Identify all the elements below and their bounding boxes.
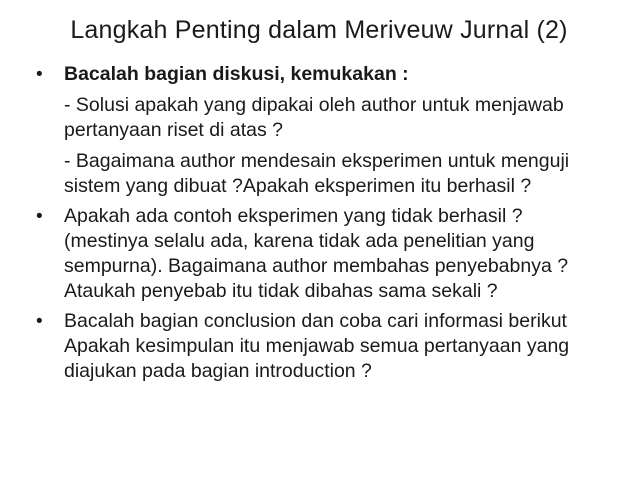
bullet-icon: • [36,64,43,85]
bullet-item [36,309,606,384]
bullet-icon: • [36,311,43,332]
sub-item: - Solusi apakah yang dipakai oleh author untuk menjawab pertanyaan riset di atas ? [64,94,564,141]
slide-title: Langkah Penting dalam Meriveuw Jurnal (2) [70,16,568,44]
bullet-text: Bacalah bagian conclusion dan coba cari informasi berikut Apakah kesimpulan itu menjawab semua pertanyaan yang diajukan pada bagian introduction ? [64,310,570,382]
bullet-text: Apakah ada contoh eksperimen yang tidak berhasil ? (mestinya selalu ada, karena tidak ada penelitian yang sempurna). Bagaimana author membahas penyebabnya ? Ataukah penyebab itu tidak dibahas sama sekali ? [64,205,569,302]
bullet-item [36,204,606,304]
sub-item: - Bagaimana author mendesain eksperimen untuk menguji sistem yang dibuat ?Apakah eksperimen itu berhasil ? [64,150,570,197]
bullet-icon: • [36,206,43,227]
bullet-text: Bacalah bagian diskusi, kemukakan : [64,63,409,85]
slide-content [36,62,606,389]
bullet-item [36,62,606,87]
